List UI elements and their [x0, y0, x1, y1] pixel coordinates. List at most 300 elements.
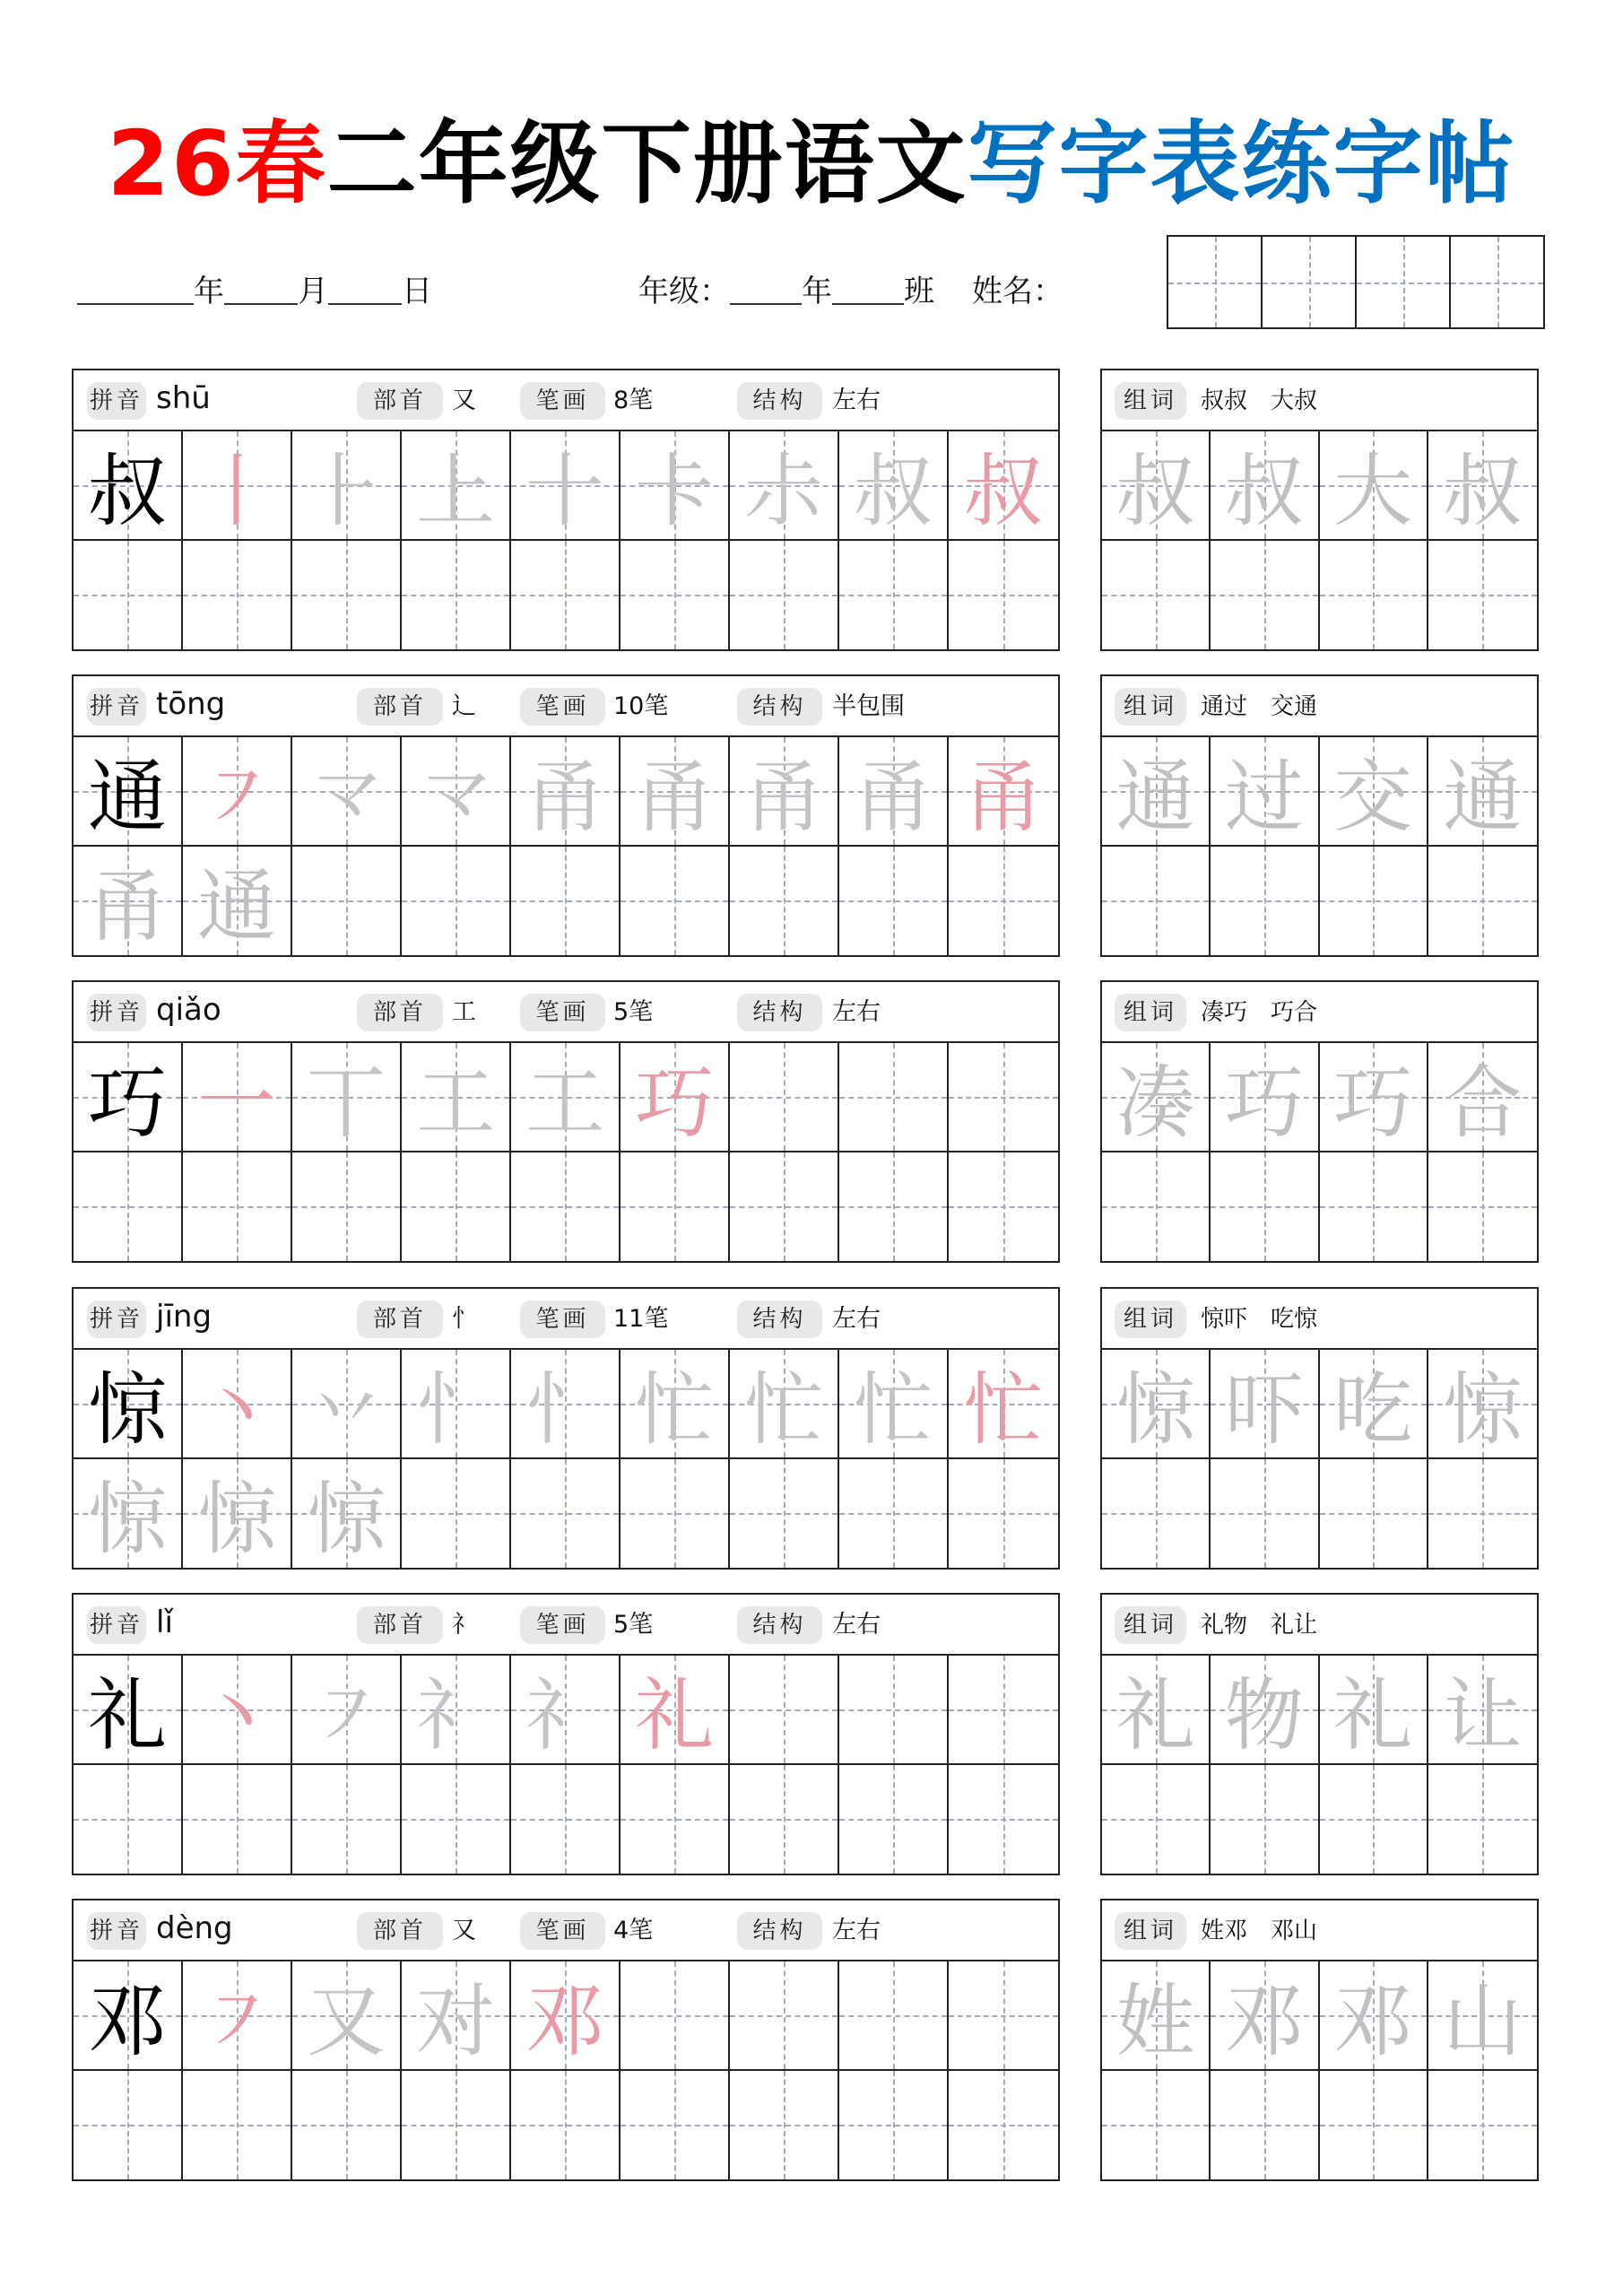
writing-cell[interactable] [74, 1765, 183, 1874]
word-card [1100, 369, 1539, 651]
stroke-step: 卡 [634, 444, 714, 537]
radical-label: 部首 [357, 1606, 443, 1644]
radical-label: 部首 [357, 382, 443, 420]
card-header [1102, 1900, 1537, 1961]
words-label: 组词 [1115, 1912, 1186, 1950]
stroke-step: 工 [525, 1056, 604, 1149]
writing-cell[interactable] [1428, 1350, 1537, 1459]
writing-cell[interactable] [1102, 1152, 1211, 1262]
writing-cell[interactable] [292, 1152, 402, 1262]
writing-cell[interactable] [730, 1656, 839, 1765]
writing-cell[interactable] [730, 541, 839, 650]
writing-cell[interactable] [1211, 1350, 1319, 1459]
writing-cell[interactable] [1428, 1656, 1537, 1765]
writing-cell[interactable] [1211, 1656, 1319, 1765]
writing-cell[interactable] [621, 1656, 730, 1765]
writing-cell[interactable] [183, 2071, 292, 2180]
writing-cell[interactable] [1211, 2071, 1319, 2180]
writing-cell[interactable] [621, 541, 730, 650]
class-blank[interactable] [832, 271, 904, 305]
writing-cell[interactable] [1320, 541, 1428, 650]
word-card [1100, 1593, 1539, 1875]
stroke-step: 忄 [415, 1362, 495, 1456]
structure-label: 结构 [737, 688, 822, 726]
writing-cell[interactable] [1428, 2071, 1537, 2180]
month-label: 月 [298, 274, 328, 309]
writing-cell[interactable] [183, 847, 292, 956]
writing-cell[interactable] [511, 2071, 621, 2180]
writing-cell[interactable] [1428, 847, 1537, 956]
writing-cell[interactable] [1320, 847, 1428, 956]
pinyin-value: jīng [156, 1299, 213, 1335]
writing-cell[interactable] [839, 541, 949, 650]
card-header [74, 1289, 1058, 1350]
stroke-step: 尗 [743, 444, 823, 537]
writing-cell[interactable] [730, 737, 839, 847]
stroke-step: 礼 [634, 1668, 714, 1761]
writing-cell[interactable] [511, 541, 621, 650]
writing-cell[interactable] [292, 1350, 402, 1459]
writing-cell[interactable] [1320, 1043, 1428, 1152]
structure-value: 半包围 [832, 692, 905, 720]
month-blank[interactable] [224, 271, 298, 305]
writing-cell[interactable] [1211, 1961, 1319, 2071]
name-box[interactable] [1263, 237, 1357, 327]
radical-value: 又 [452, 387, 476, 414]
writing-cell[interactable] [1320, 1459, 1428, 1569]
writing-cell[interactable] [730, 1043, 839, 1152]
title-grade: 二年级下册语文 [326, 111, 968, 216]
writing-cell[interactable] [949, 1043, 1058, 1152]
radical-label: 部首 [357, 688, 443, 726]
writing-cell[interactable] [511, 1152, 621, 1262]
writing-cell[interactable] [621, 1350, 730, 1459]
page-title [0, 111, 1623, 216]
writing-cell[interactable] [1428, 1961, 1537, 2071]
stroke-step: 惊 [87, 1473, 167, 1566]
writing-cell[interactable] [511, 1961, 621, 2071]
stroke-step: 甬 [525, 750, 604, 843]
word-card [1100, 980, 1539, 1263]
structure-label: 结构 [737, 1300, 822, 1338]
strokes-label: 笔画 [520, 1606, 605, 1644]
trace-character: 姓 [1115, 1974, 1195, 2067]
writing-cell[interactable] [183, 1961, 292, 2071]
structure-label: 结构 [737, 382, 822, 420]
writing-cell[interactable] [511, 1043, 621, 1152]
pinyin-label: 拼音 [87, 1912, 146, 1950]
structure-label: 结构 [737, 1912, 822, 1950]
trace-character: 吃 [1333, 1362, 1413, 1456]
words-value: 礼物 礼让 [1201, 1612, 1318, 1639]
pinyin-label: 拼音 [87, 994, 146, 1031]
writing-cell[interactable] [1428, 431, 1537, 541]
trace-character: 叔 [1224, 444, 1304, 537]
words-label: 组词 [1115, 382, 1186, 420]
writing-cell[interactable] [1320, 1765, 1428, 1874]
writing-cell[interactable] [183, 737, 292, 847]
writing-cell[interactable] [402, 2071, 511, 2180]
pinyin-label: 拼音 [87, 1300, 146, 1338]
writing-cell[interactable] [730, 1765, 839, 1874]
stroke-step: 上 [415, 444, 495, 537]
pinyin-label: 拼音 [87, 1606, 146, 1644]
writing-cell[interactable] [402, 1350, 511, 1459]
writing-cell[interactable] [511, 847, 621, 956]
writing-cell[interactable] [1428, 737, 1537, 847]
writing-cell[interactable] [183, 1765, 292, 1874]
trace-character: 巧 [1224, 1056, 1304, 1149]
writing-cell[interactable] [949, 1656, 1058, 1765]
writing-cell[interactable] [74, 431, 183, 541]
writing-cell[interactable] [74, 1043, 183, 1152]
pinyin-label: 拼音 [87, 688, 146, 726]
writing-cell[interactable] [511, 1459, 621, 1569]
writing-cell[interactable] [1428, 541, 1537, 650]
grade-year-label: 年 [802, 274, 832, 309]
writing-cell[interactable] [183, 431, 292, 541]
writing-cell[interactable] [74, 1152, 183, 1262]
writing-cell[interactable] [621, 737, 730, 847]
name-writing-boxes [1167, 235, 1545, 329]
pinyin-value: dèng [156, 1910, 233, 1946]
stroke-step: 又 [306, 1974, 386, 2067]
writing-cell[interactable] [839, 1152, 949, 1262]
writing-cell[interactable] [292, 1656, 402, 1765]
stroke-order-card [72, 1899, 1060, 2181]
name-box[interactable] [1168, 237, 1263, 327]
writing-cell[interactable] [839, 1765, 949, 1874]
writing-cell[interactable] [1428, 1765, 1537, 1874]
stroke-step: 巧 [634, 1056, 714, 1149]
day-blank[interactable] [328, 271, 402, 305]
writing-cell[interactable] [1211, 1459, 1319, 1569]
radical-value: 工 [452, 998, 476, 1026]
stroke-step: 甬 [634, 750, 714, 843]
stroke-step: 十 [525, 444, 604, 537]
writing-cell[interactable] [292, 847, 402, 956]
stroke-step: 邓 [525, 1974, 604, 2067]
stroke-step: 丅 [306, 1056, 386, 1149]
structure-value: 左右 [832, 1611, 881, 1639]
trace-character: 物 [1224, 1668, 1304, 1761]
writing-cell[interactable] [839, 1350, 949, 1459]
writing-cell[interactable] [292, 737, 402, 847]
writing-cell[interactable] [292, 1043, 402, 1152]
writing-cell[interactable] [949, 1961, 1058, 2071]
pinyin-value: shū [156, 380, 211, 416]
trace-character: 叔 [1115, 444, 1195, 537]
writing-cell[interactable] [949, 1152, 1058, 1262]
writing-cell[interactable] [839, 1961, 949, 2071]
writing-cell[interactable] [74, 2071, 183, 2180]
words-label: 组词 [1115, 1606, 1186, 1644]
structure-value: 左右 [832, 387, 881, 414]
grade-year-blank[interactable] [730, 271, 802, 305]
trace-character: 山 [1443, 1974, 1523, 2067]
writing-cell[interactable] [621, 1043, 730, 1152]
pinyin-label: 拼音 [87, 382, 146, 420]
writing-cell[interactable] [1211, 1765, 1319, 1874]
writing-cell[interactable] [730, 2071, 839, 2180]
writing-cell[interactable] [1211, 541, 1319, 650]
writing-cell[interactable] [730, 847, 839, 956]
word-card [1100, 1899, 1539, 2181]
writing-cell[interactable] [621, 1961, 730, 2071]
writing-cell[interactable] [839, 737, 949, 847]
writing-cell[interactable] [402, 1152, 511, 1262]
writing-cell[interactable] [183, 1350, 292, 1459]
year-label: 年 [194, 274, 224, 309]
stroke-step: 忄 [525, 1362, 604, 1456]
writing-cell[interactable] [292, 541, 402, 650]
radical-value: 辶 [452, 692, 476, 720]
writing-cell[interactable] [183, 1459, 292, 1569]
trace-character: 邓 [1224, 1974, 1304, 2067]
stroke-order-card [72, 369, 1060, 651]
stroke-step: 甬 [743, 750, 823, 843]
radical-value: 又 [452, 1917, 476, 1944]
writing-cell[interactable] [839, 1656, 949, 1765]
radical-label: 部首 [357, 994, 443, 1031]
writing-cell[interactable] [1320, 1656, 1428, 1765]
writing-cell[interactable] [949, 737, 1058, 847]
trace-character: 巧 [1333, 1056, 1413, 1149]
writing-cell[interactable] [839, 1459, 949, 1569]
writing-cell[interactable] [74, 1656, 183, 1765]
writing-cell[interactable] [183, 1152, 292, 1262]
writing-cell[interactable] [183, 541, 292, 650]
radical-value: 忄 [452, 1305, 476, 1333]
writing-cell[interactable] [1102, 737, 1211, 847]
writing-cell[interactable] [402, 1765, 511, 1874]
writing-cell[interactable] [949, 431, 1058, 541]
writing-cell[interactable] [1102, 431, 1211, 541]
writing-cell[interactable] [1320, 1961, 1428, 2071]
card-header [74, 676, 1058, 737]
writing-cell[interactable] [511, 1350, 621, 1459]
stroke-step: 丷 [306, 1362, 386, 1456]
words-value: 惊吓 吃惊 [1201, 1306, 1318, 1333]
writing-cell[interactable] [402, 431, 511, 541]
stroke-step: 甬 [963, 750, 1043, 843]
writing-cell[interactable] [730, 1152, 839, 1262]
pinyin-value: qiǎo [156, 992, 221, 1028]
writing-cell[interactable] [183, 1656, 292, 1765]
writing-cell[interactable] [621, 431, 730, 541]
model-character: 惊 [87, 1362, 167, 1456]
writing-cell[interactable] [730, 1350, 839, 1459]
writing-cell[interactable] [1428, 1459, 1537, 1569]
writing-cell[interactable] [1102, 541, 1211, 650]
strokes-label: 笔画 [520, 382, 605, 420]
strokes-label: 笔画 [520, 1300, 605, 1338]
strokes-value: 11笔 [613, 1305, 669, 1333]
name-box[interactable] [1451, 237, 1543, 327]
grade-label: 年级： [638, 274, 730, 309]
writing-cell[interactable] [74, 541, 183, 650]
stroke-step: 丶 [196, 1362, 276, 1456]
strokes-label: 笔画 [520, 994, 605, 1031]
writing-cell[interactable] [511, 431, 621, 541]
writing-cell[interactable] [839, 2071, 949, 2180]
writing-cell[interactable] [839, 431, 949, 541]
writing-cell[interactable] [1211, 1152, 1319, 1262]
stroke-step: 工 [415, 1056, 495, 1149]
trace-character: 交 [1333, 750, 1413, 843]
writing-cell[interactable] [621, 1459, 730, 1569]
words-value: 叔叔 大叔 [1201, 387, 1318, 414]
radical-value: 礻 [452, 1611, 476, 1639]
strokes-value: 8笔 [613, 387, 654, 414]
writing-cell[interactable] [74, 847, 183, 956]
writing-cell[interactable] [1428, 1152, 1537, 1262]
trace-character: 叔 [1443, 444, 1523, 537]
writing-cell[interactable] [1211, 737, 1319, 847]
writing-cell[interactable] [292, 1459, 402, 1569]
writing-cell[interactable] [402, 1459, 511, 1569]
writing-cell[interactable] [949, 541, 1058, 650]
structure-label: 结构 [737, 994, 822, 1031]
writing-cell[interactable] [1102, 847, 1211, 956]
stroke-order-card [72, 674, 1060, 957]
trace-character: 让 [1443, 1668, 1523, 1761]
writing-cell[interactable] [1320, 1350, 1428, 1459]
writing-cell[interactable] [1320, 737, 1428, 847]
writing-cell[interactable] [402, 847, 511, 956]
writing-cell[interactable] [183, 1043, 292, 1152]
writing-cell[interactable] [1211, 1043, 1319, 1152]
writing-cell[interactable] [839, 1043, 949, 1152]
writing-cell[interactable] [730, 1961, 839, 2071]
words-value: 凑巧 巧合 [1201, 999, 1318, 1026]
stroke-step: 惊 [306, 1473, 386, 1566]
strokes-value: 5笔 [613, 998, 654, 1026]
writing-cell[interactable] [839, 847, 949, 956]
writing-cell[interactable] [730, 1459, 839, 1569]
writing-cell[interactable] [730, 431, 839, 541]
stroke-step: 龴 [306, 750, 386, 843]
trace-character: 过 [1224, 750, 1304, 843]
title-subject: 写字表练字帖 [967, 111, 1516, 216]
writing-cell[interactable] [949, 1765, 1058, 1874]
stroke-step: 甬 [853, 750, 933, 843]
pinyin-value: tōng [156, 686, 226, 722]
year-blank[interactable] [77, 271, 194, 305]
strokes-value: 4笔 [613, 1917, 654, 1944]
trace-character: 礼 [1333, 1668, 1413, 1761]
writing-cell[interactable] [292, 1765, 402, 1874]
word-card [1100, 674, 1539, 957]
writing-cell[interactable] [1428, 1043, 1537, 1152]
writing-cell[interactable] [1320, 2071, 1428, 2180]
writing-cell[interactable] [1102, 1043, 1211, 1152]
writing-cell[interactable] [74, 1459, 183, 1569]
model-character: 礼 [87, 1668, 167, 1761]
stroke-step: 对 [415, 1974, 495, 2067]
stroke-order-card [72, 980, 1060, 1263]
stroke-step: ㇇ [196, 750, 276, 843]
words-value: 通过 交通 [1201, 693, 1318, 720]
writing-cell[interactable] [1102, 1459, 1211, 1569]
grade-line [638, 269, 1063, 314]
day-label: 日 [402, 274, 432, 309]
writing-cell[interactable] [949, 1350, 1058, 1459]
stroke-step: 忙 [963, 1362, 1043, 1456]
stroke-step: 忙 [743, 1362, 823, 1456]
writing-cell[interactable] [402, 541, 511, 650]
writing-cell[interactable] [292, 2071, 402, 2180]
stroke-step: 礻 [525, 1668, 604, 1761]
stroke-step: 叔 [853, 444, 933, 537]
writing-cell[interactable] [1102, 1961, 1211, 2071]
writing-cell[interactable] [1102, 1350, 1211, 1459]
writing-cell[interactable] [1102, 1765, 1211, 1874]
writing-cell[interactable] [1102, 1656, 1211, 1765]
strokes-value: 10笔 [613, 692, 669, 720]
writing-cell[interactable] [1320, 431, 1428, 541]
writing-cell[interactable] [621, 1152, 730, 1262]
writing-cell[interactable] [292, 1961, 402, 2071]
writing-cell[interactable] [74, 1961, 183, 2071]
strokes-label: 笔画 [520, 1912, 605, 1950]
writing-cell[interactable] [1102, 2071, 1211, 2180]
writing-cell[interactable] [511, 1765, 621, 1874]
writing-cell[interactable] [621, 1765, 730, 1874]
words-value: 姓邓 邓山 [1201, 1918, 1318, 1944]
card-header [74, 1595, 1058, 1656]
writing-cell[interactable] [402, 1961, 511, 2071]
writing-cell[interactable] [621, 847, 730, 956]
trace-character: 礼 [1115, 1668, 1195, 1761]
writing-cell[interactable] [1320, 1152, 1428, 1262]
trace-character: 大 [1333, 444, 1413, 537]
writing-cell[interactable] [949, 1459, 1058, 1569]
model-character: 通 [87, 750, 167, 843]
trace-character: 通 [1443, 750, 1523, 843]
writing-cell[interactable] [511, 737, 621, 847]
writing-cell[interactable] [292, 431, 402, 541]
stroke-step: ㇇ [306, 1668, 386, 1761]
writing-cell[interactable] [621, 2071, 730, 2180]
card-header [1102, 676, 1537, 737]
stroke-step: 礻 [415, 1668, 495, 1761]
writing-cell[interactable] [511, 1656, 621, 1765]
name-box[interactable] [1357, 237, 1451, 327]
stroke-step: ㇇ [196, 1974, 276, 2067]
writing-cell[interactable] [949, 2071, 1058, 2180]
stroke-step: 一 [196, 1056, 276, 1149]
stroke-step: ⺊ [306, 444, 386, 537]
date-line [77, 269, 432, 314]
trace-character: 合 [1443, 1056, 1523, 1149]
writing-cell[interactable] [949, 847, 1058, 956]
writing-cell[interactable] [1211, 431, 1319, 541]
trace-character: 邓 [1333, 1974, 1413, 2067]
writing-cell[interactable] [1211, 847, 1319, 956]
writing-cell[interactable] [402, 737, 511, 847]
writing-cell[interactable] [402, 1656, 511, 1765]
writing-cell[interactable] [74, 737, 183, 847]
words-label: 组词 [1115, 688, 1186, 726]
trace-character: 凑 [1115, 1056, 1195, 1149]
strokes-value: 5笔 [613, 1611, 654, 1639]
writing-cell[interactable] [402, 1043, 511, 1152]
radical-label: 部首 [357, 1912, 443, 1950]
stroke-order-card [72, 1593, 1060, 1875]
writing-cell[interactable] [74, 1350, 183, 1459]
trace-character: 吓 [1224, 1362, 1304, 1456]
